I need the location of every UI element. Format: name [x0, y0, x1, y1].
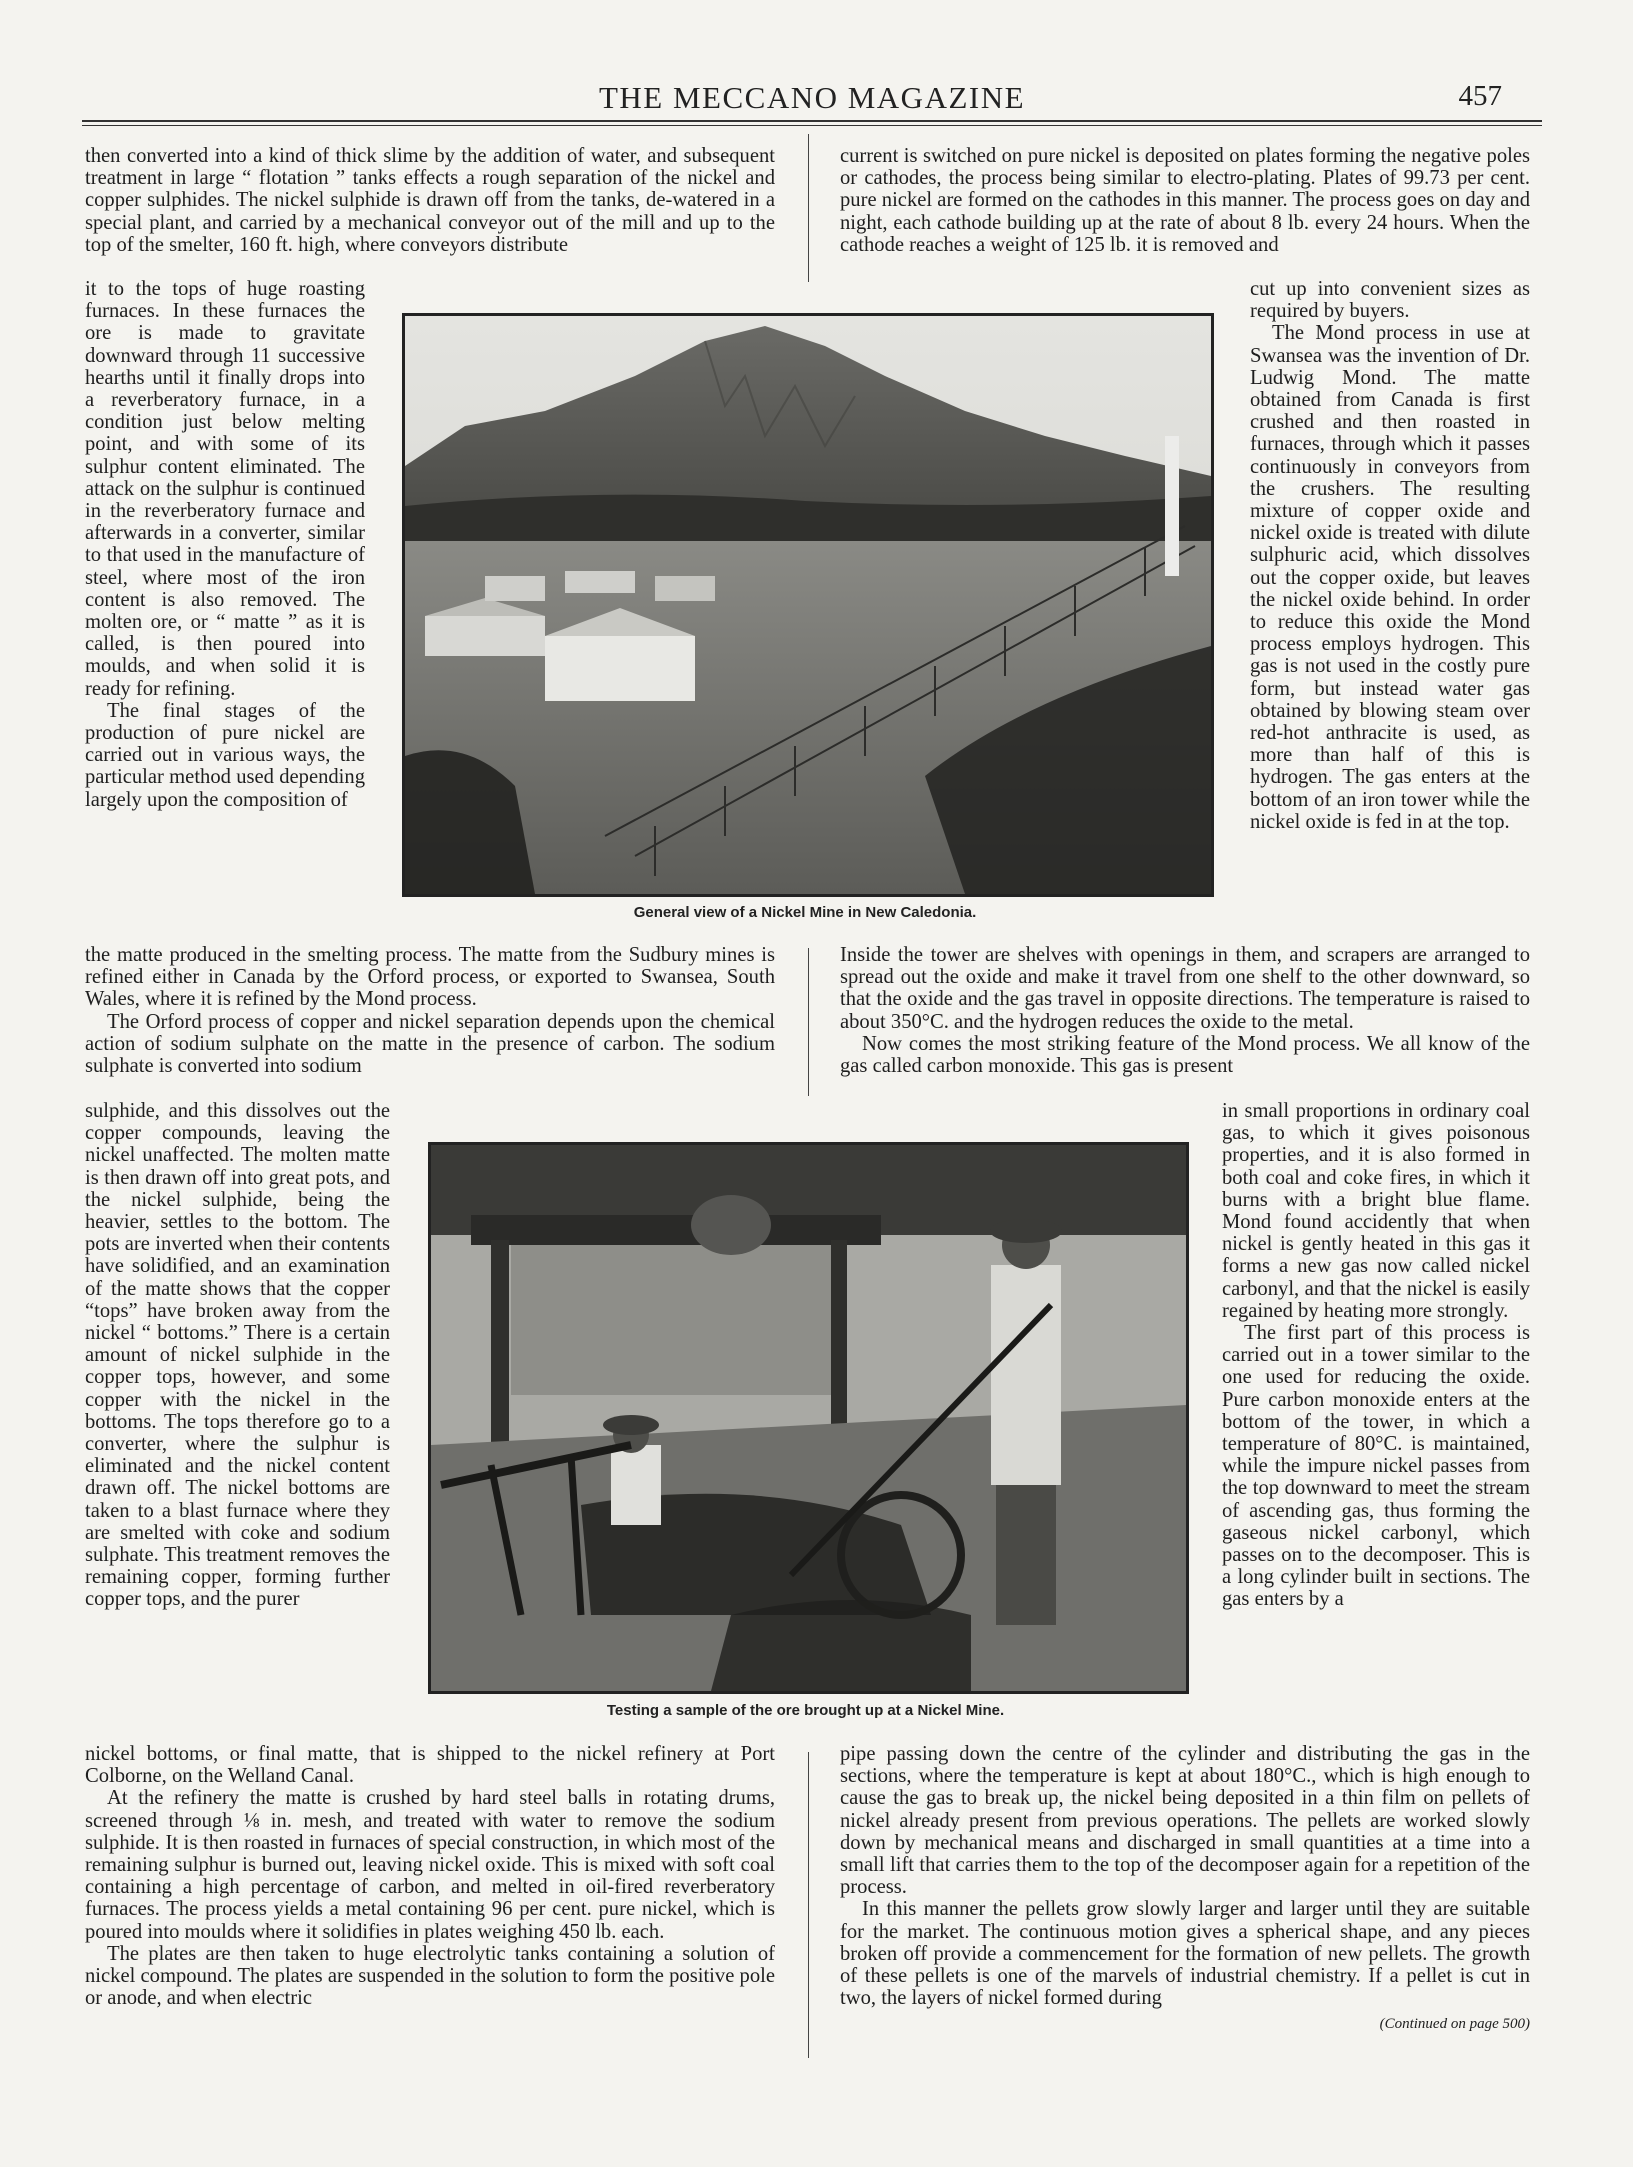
- paragraph: The Orford process of copper and nickel separation depends upon the chemical action of sodium sulphate on the matte in the presence of carbon. The sodium sulphate is converted into sodium: [85, 1010, 775, 1078]
- right-narrow-column-1: [1250, 278, 1530, 833]
- paragraph: cut up into convenient sizes as required by buyers.: [1250, 278, 1530, 323]
- right-column-bottom: [840, 1743, 1530, 2036]
- page-number: 457: [1458, 80, 1502, 112]
- left-narrow-column-1: [85, 278, 365, 811]
- paragraph: sulphide, and this dissolves out the copper compounds, leaving the nickel unaffected. The molten matte is then drawn off into great pots, and the nickel sulphide, being the heavier, settles to the bottom. The pots are inverted when their contents have solidified, and an examination of the matte shows that the copper “tops” have broken away from the nickel “ bottoms.” There is a certain amount of nickel sulphide in the copper tops, however, and some copper with the nickel in the bottoms. The tops therefore go to a converter, where the sulphur is eliminated and the nickel content drawn off. The nickel bottoms are taken to a blast furnace where they are smelted with coke and sodium sulphate. This treatment removes the remaining copper, forming further copper tops, and the purer: [85, 1100, 390, 1611]
- left-column-middle: [85, 944, 775, 1077]
- header-rule: [82, 120, 1542, 122]
- paragraph: then converted into a kind of thick slime by the addition of water, and subsequent treatment in large “ flotation ” tanks effects a rough separation of the nickel and copper sulphides. The nickel sulphide is drawn off from the tanks, de-watered in a special plant, and carried by a mechanical conveyor out of the mill and up to the top of the smelter, 160 ft. high, where conveyors distribute: [85, 145, 775, 256]
- paragraph: nickel bottoms, or final matte, that is shipped to the nickel refinery at Port Colborne, on the Welland Canal.: [85, 1743, 775, 1788]
- column-divider: [808, 134, 809, 282]
- ore-testing-photo: [428, 1142, 1189, 1694]
- paragraph: current is switched on pure nickel is deposited on plates forming the negative poles or cathodes, the process being similar to electro-plating. Plates of 99.73 per cent. pure nickel are formed on the cathodes in this manner. The process goes on day and night, each cathode building up at the rate of about 8 lb. every 24 hours. When the cathode reaches a weight of 125 lb. it is removed and: [840, 145, 1530, 256]
- paragraph: The plates are then taken to huge electrolytic tanks containing a solution of nickel compound. The plates are suspended in the solution to form the positive pole or anode, and when electric: [85, 1942, 775, 2010]
- paragraph: In this manner the pellets grow slowly larger and larger until they are suitable for the market. The continuous motion gives a spherical shape, and any pieces broken off provide a commencement for the formation of new pellets. The growth of these pellets is one of the marvels of industrial chemistry. If a pellet is cut in two, the layers of nickel formed during: [840, 1898, 1530, 2010]
- left-column-bottom: [85, 1743, 775, 2009]
- right-column-top: [840, 145, 1530, 256]
- header-rule-thin: [82, 125, 1542, 126]
- paragraph: in small proportions in ordinary coal gas, to which it gives poisonous properties, and it is also formed in both coal and coke fires, in which it burns with a bright blue flame. Mond found accidently that when nickel is gently heated in this gas it forms a new gas now called nickel carbonyl, and that the nickel is easily regained by heating more strongly.: [1222, 1100, 1530, 1322]
- left-column-top: [85, 145, 775, 256]
- nickel-mine-photo: [402, 313, 1214, 897]
- left-narrow-column-2: [85, 1100, 390, 1611]
- right-narrow-column-2: [1222, 1100, 1530, 1611]
- page-header: [82, 76, 1542, 126]
- paragraph: the matte produced in the smelting process. The matte from the Sudbury mines is refined either in Canada by the Orford process, or exported to Swansea, South Wales, where it is refined by the Mond process.: [85, 944, 775, 1011]
- column-divider: [808, 1752, 809, 2058]
- paragraph: Now comes the most striking feature of the Mond process. We all know of the gas called carbon monoxide. This gas is present: [840, 1032, 1530, 1078]
- paragraph: it to the tops of huge roasting furnaces. In these furnaces the ore is made to gravitate downward through 11 successive hearths until it finally drops into a reverberatory furnace, in a condition just below melting point, and with some of its sulphur content eliminated. The attack on the sulphur is continued in the reverberatory furnace and afterwards in a converter, similar to that used in the manufacture of steel, where most of the iron content is also removed. The molten ore, or “ matte ” as it is called, is then poured into moulds, and when solid it is ready for refining.: [85, 278, 365, 700]
- paragraph: The Mond process in use at Swansea was the invention of Dr. Ludwig Mond. The matte obtained from Canada is first crushed and then roasted in furnaces, through which it passes continuously in conveyors from the crushers. The resulting mixture of copper oxide and nickel oxide is treated with dilute sulphuric acid, which dissolves out the copper oxide, but leaves the nickel oxide behind. In order to reduce this oxide the Mond process employs hydrogen. This gas is not used in the costly pure form, but instead water gas obtained by blowing steam over red-hot anthracite is used, as more than half of this is hydrogen. The gas enters at the bottom of an iron tower while the nickel oxide is fed in at the top.: [1250, 322, 1530, 833]
- figure-caption: General view of a Nickel Mine in New Caledonia.: [633, 904, 977, 921]
- continued-note: (Continued on page 500): [1379, 2016, 1530, 2033]
- paragraph: The first part of this process is carried out in a tower similar to the one used for reducing the oxide. Pure carbon monoxide enters at the bottom of the tower, in which a temperature of 80°C. is maintained, while the impure nickel passes from the top downward to meet the stream of ascending gas, thus forming the gaseous nickel carbonyl, which passes on to the decomposer. This is a long cylinder built in sections. The gas enters by a: [1222, 1322, 1530, 1611]
- paragraph: Inside the tower are shelves with openings in them, and scrapers are arranged to spread out the oxide and make it travel from one shelf to the other downward, so that the oxide and the gas travel in opposite directions. The temperature is raised to about 350°C. and the hydrogen reduces the oxide to the metal.: [840, 944, 1530, 1033]
- paragraph: pipe passing down the centre of the cylinder and distributing the gas in the sections, where the temperature is kept at about 180°C., which is high enough to cause the gas to break up, the nickel being deposited in a thin film on pellets of nickel already present from previous operations. The pellets are worked slowly down by mechanical means and discharged in small quantities at a time into a small lift that carries them to the top of the decomposer again for a repetition of the process.: [840, 1743, 1530, 1899]
- right-column-middle: [840, 944, 1530, 1077]
- figure-caption: Testing a sample of the ore brought up at a Nickel Mine.: [606, 1702, 1005, 1719]
- column-divider: [808, 948, 809, 1096]
- paragraph: At the refinery the matte is crushed by hard steel balls in rotating drums, screened through ⅛ in. mesh, and treated with water to remove the sodium sulphide. It is then roasted in furnaces of special construction, in which most of the remaining sulphur is burned out, leaving nickel oxide. This is mixed with soft coal containing a high percentage of carbon, and melted in oil-fired reverberatory furnaces. The process yields a metal containing 96 per cent. pure nickel, which is poured into moulds where it solidifies in plates weighing 450 lb. each.: [85, 1787, 775, 1943]
- magazine-title: THE MECCANO MAGAZINE: [598, 80, 1026, 115]
- paragraph: The final stages of the production of pure nickel are carried out in various ways, the particular method used depending largely upon the composition of: [85, 699, 365, 811]
